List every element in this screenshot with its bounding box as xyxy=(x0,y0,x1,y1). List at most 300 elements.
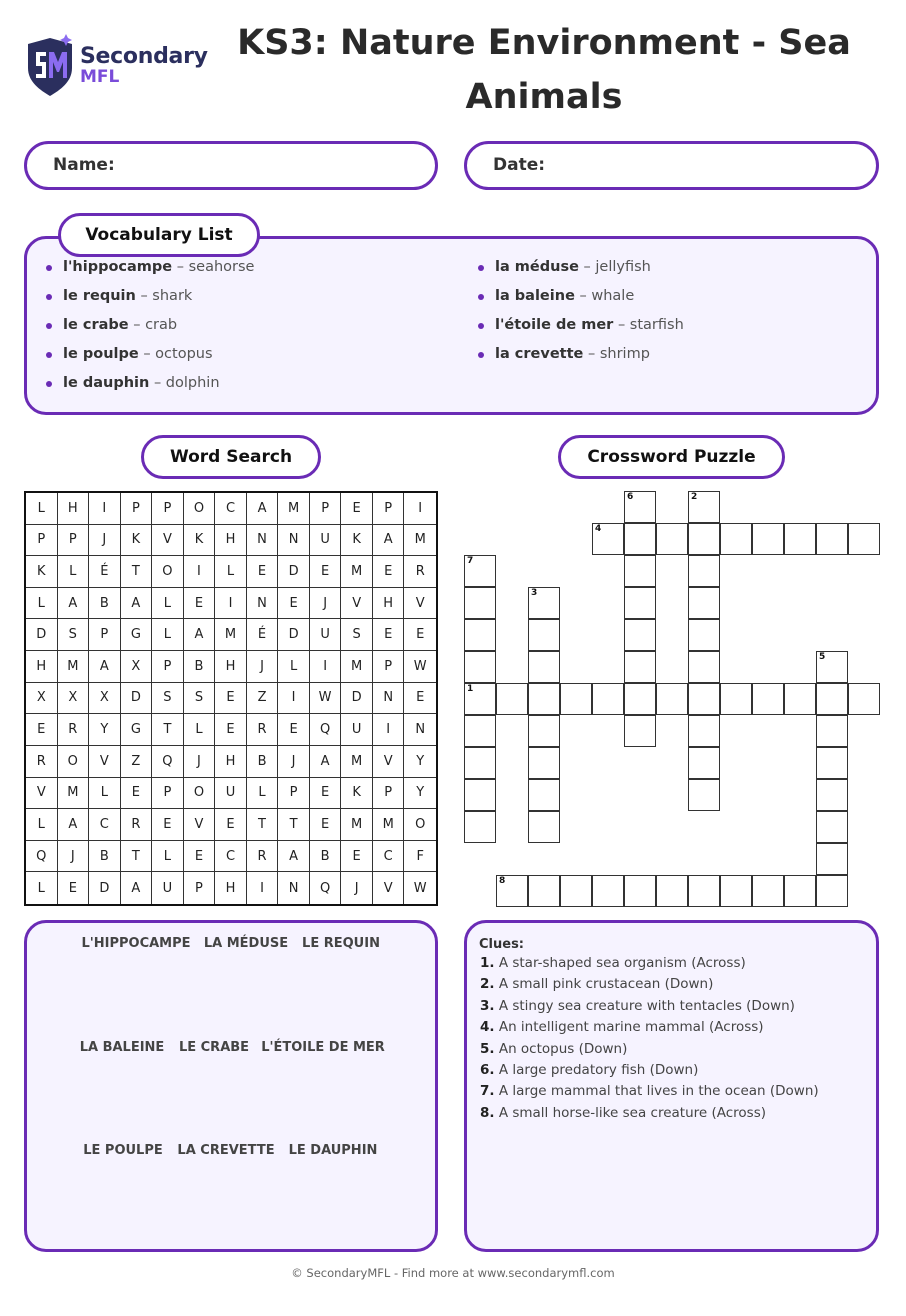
word-search-cell[interactable]: U xyxy=(215,778,247,810)
word-search-cell[interactable]: R xyxy=(58,714,90,746)
word-search-cell[interactable]: V xyxy=(373,746,405,778)
word-search-cell[interactable]: J xyxy=(184,746,216,778)
vocabulary-list-left xyxy=(45,253,254,398)
word-search-cell[interactable]: X xyxy=(58,683,90,715)
word-search-cell[interactable]: E xyxy=(278,714,310,746)
word-search-cell[interactable]: É xyxy=(247,619,279,651)
crossword-cell[interactable] xyxy=(528,587,560,619)
word-search-cell[interactable]: V xyxy=(26,778,58,810)
word-list-item: L'HIPPOCAMPE xyxy=(81,936,191,951)
word-list-item: LE REQUIN xyxy=(302,936,380,951)
clue-item xyxy=(480,953,819,974)
word-search-cell[interactable]: V xyxy=(373,872,405,904)
word-search-cell[interactable]: I xyxy=(404,493,436,525)
vocab-item xyxy=(45,282,254,311)
word-search-cell[interactable]: E xyxy=(373,619,405,651)
crossword-cell[interactable] xyxy=(464,555,496,587)
crossword-cell[interactable] xyxy=(624,523,656,555)
crossword-cell[interactable] xyxy=(816,811,848,843)
vocab-french: l'étoile de mer xyxy=(495,317,614,333)
crossword-cell[interactable] xyxy=(656,523,688,555)
word-search-cell[interactable]: O xyxy=(184,493,216,525)
word-search-cell[interactable]: E xyxy=(310,809,342,841)
word-search-cell[interactable]: M xyxy=(341,746,373,778)
word-search-cell[interactable]: P xyxy=(278,778,310,810)
crossword-cell[interactable] xyxy=(688,779,720,811)
crossword-cell[interactable] xyxy=(528,715,560,747)
word-search-cell[interactable]: T xyxy=(121,556,153,588)
word-search-cell[interactable]: B xyxy=(184,651,216,683)
crossword-cell[interactable] xyxy=(464,747,496,779)
crossword-cell[interactable] xyxy=(688,587,720,619)
crossword-cell[interactable] xyxy=(528,619,560,651)
crossword-grid xyxy=(464,491,880,907)
word-search-cell[interactable]: L xyxy=(184,714,216,746)
crossword-cell[interactable] xyxy=(592,875,624,907)
word-search-cell[interactable]: L xyxy=(26,493,58,525)
word-search-cell[interactable]: B xyxy=(89,588,121,620)
word-search-cell[interactable]: K xyxy=(121,525,153,557)
word-search-cell[interactable]: M xyxy=(58,778,90,810)
word-search-cell[interactable]: J xyxy=(58,841,90,873)
word-search-cell[interactable]: D xyxy=(89,872,121,904)
crossword-cell[interactable] xyxy=(752,523,784,555)
word-search-cell[interactable]: P xyxy=(373,778,405,810)
vocab-english: – starfish xyxy=(617,317,684,333)
clue-item xyxy=(480,1039,819,1060)
word-search-cell[interactable]: E xyxy=(247,556,279,588)
clue-number: 2. xyxy=(480,976,495,993)
word-search-cell[interactable]: L xyxy=(215,556,247,588)
word-search-cell[interactable]: M xyxy=(341,809,373,841)
word-search-cell[interactable]: A xyxy=(373,525,405,557)
word-search-cell[interactable]: D xyxy=(278,619,310,651)
word-search-cell[interactable]: H xyxy=(215,651,247,683)
vocab-item xyxy=(45,253,254,282)
word-search-cell[interactable]: N xyxy=(247,588,279,620)
word-search-cell[interactable]: I xyxy=(89,493,121,525)
word-search-cell[interactable]: I xyxy=(373,714,405,746)
vocab-french: le requin xyxy=(63,288,136,304)
crossword-cell[interactable] xyxy=(816,683,848,715)
crossword-cell[interactable] xyxy=(624,683,656,715)
word-search-cell[interactable]: V xyxy=(152,525,184,557)
word-search-cell[interactable]: W xyxy=(310,683,342,715)
word-search-cell[interactable]: E xyxy=(341,841,373,873)
word-search-cell[interactable]: D xyxy=(121,683,153,715)
crossword-cell[interactable] xyxy=(688,491,720,523)
word-search-cell[interactable]: V xyxy=(341,588,373,620)
word-search-cell[interactable]: S xyxy=(152,683,184,715)
word-search-cell[interactable]: L xyxy=(152,841,184,873)
word-search-cell[interactable]: K xyxy=(26,556,58,588)
word-search-cell[interactable]: L xyxy=(152,588,184,620)
word-search-cell[interactable]: E xyxy=(184,841,216,873)
word-search-cell[interactable]: A xyxy=(89,651,121,683)
crossword-clue-number: 5 xyxy=(819,652,826,662)
word-search-cell[interactable]: N xyxy=(404,714,436,746)
word-search-cell[interactable]: E xyxy=(404,619,436,651)
vocab-french: le crabe xyxy=(63,317,129,333)
word-search-cell[interactable]: R xyxy=(247,841,279,873)
crossword-cell[interactable] xyxy=(688,651,720,683)
crossword-cell[interactable] xyxy=(464,587,496,619)
clue-text: A star-shaped sea organism (Across) xyxy=(498,955,746,971)
vocab-french: la méduse xyxy=(495,259,579,275)
crossword-title: Crossword Puzzle xyxy=(558,435,785,479)
crossword-cell[interactable] xyxy=(720,523,752,555)
word-search-cell[interactable]: L xyxy=(58,556,90,588)
word-search-cell[interactable]: L xyxy=(89,778,121,810)
word-search-cell[interactable]: V xyxy=(184,809,216,841)
vocab-english: – whale xyxy=(579,288,635,304)
clue-text: A large predatory fish (Down) xyxy=(498,1062,699,1079)
crossword-cell[interactable] xyxy=(464,683,496,715)
word-search-cell[interactable]: E xyxy=(184,588,216,620)
word-search-cell[interactable]: V xyxy=(404,588,436,620)
word-search-cell[interactable]: A xyxy=(278,841,310,873)
word-search-cell[interactable]: X xyxy=(89,683,121,715)
word-search-cell[interactable]: Q xyxy=(152,746,184,778)
crossword-cell[interactable] xyxy=(816,779,848,811)
vocab-english: – shrimp xyxy=(587,346,650,362)
word-search-cell[interactable]: U xyxy=(310,619,342,651)
name-field[interactable] xyxy=(24,141,438,190)
crossword-cell[interactable] xyxy=(816,843,848,875)
word-search-cell[interactable]: D xyxy=(26,619,58,651)
word-search-cell[interactable]: Y xyxy=(89,714,121,746)
word-search-cell[interactable]: M xyxy=(215,619,247,651)
crossword-cell[interactable] xyxy=(560,683,592,715)
word-search-cell[interactable]: T xyxy=(152,714,184,746)
crossword-clue-number: 6 xyxy=(627,492,634,502)
word-search-cell[interactable]: K xyxy=(341,525,373,557)
crossword-clue-number: 7 xyxy=(467,556,474,566)
logo-text-mfl: MFL xyxy=(80,67,120,87)
crossword-cell[interactable] xyxy=(688,875,720,907)
word-search-cell[interactable]: W xyxy=(404,651,436,683)
word-search-cell[interactable]: L xyxy=(26,809,58,841)
word-search-cell[interactable]: N xyxy=(247,525,279,557)
word-search-cell[interactable]: E xyxy=(26,714,58,746)
word-list-item: LA BALEINE xyxy=(79,1040,165,1055)
crossword-cell[interactable] xyxy=(528,875,560,907)
word-search-cell[interactable]: E xyxy=(310,556,342,588)
crossword-cell[interactable] xyxy=(784,683,816,715)
word-search-cell[interactable]: E xyxy=(215,714,247,746)
word-search-cell[interactable]: J xyxy=(310,588,342,620)
word-search-cell[interactable]: R xyxy=(26,746,58,778)
crossword-clue-number: 3 xyxy=(531,588,538,598)
vocab-english: – seahorse xyxy=(176,259,255,275)
word-search-cell[interactable]: Y xyxy=(404,778,436,810)
vocab-english: – dolphin xyxy=(153,375,220,391)
word-search-cell[interactable]: O xyxy=(184,778,216,810)
word-search-cell[interactable]: É xyxy=(89,556,121,588)
word-search-cell[interactable]: O xyxy=(404,809,436,841)
word-search-cell[interactable]: T xyxy=(278,809,310,841)
word-search-cell[interactable]: M xyxy=(58,651,90,683)
word-search-cell[interactable]: E xyxy=(215,809,247,841)
word-search-cell[interactable]: Q xyxy=(310,872,342,904)
crossword-cell[interactable] xyxy=(688,619,720,651)
word-search-cell[interactable]: M xyxy=(404,525,436,557)
word-search-cell[interactable]: S xyxy=(58,619,90,651)
vocab-item xyxy=(477,253,684,282)
word-search-cell[interactable]: R xyxy=(247,714,279,746)
vocab-english: – shark xyxy=(140,288,193,304)
word-search-cell[interactable]: P xyxy=(152,651,184,683)
word-search-cell[interactable]: E xyxy=(215,683,247,715)
word-search-cell[interactable]: U xyxy=(310,525,342,557)
word-search-cell[interactable]: L xyxy=(278,651,310,683)
word-search-cell[interactable]: M xyxy=(373,809,405,841)
word-search-cell[interactable]: O xyxy=(58,746,90,778)
word-search-cell[interactable]: E xyxy=(404,683,436,715)
word-search-cell[interactable]: J xyxy=(247,651,279,683)
crossword-cell[interactable] xyxy=(624,587,656,619)
vocab-french: la baleine xyxy=(495,288,575,304)
crossword-cell[interactable] xyxy=(496,875,528,907)
word-list-item: LE DAUPHIN xyxy=(288,1143,378,1158)
crossword-cell[interactable] xyxy=(624,651,656,683)
word-search-cell[interactable]: C xyxy=(215,841,247,873)
word-search-cell[interactable]: Y xyxy=(404,746,436,778)
vocab-item xyxy=(45,369,254,398)
crossword-cell[interactable] xyxy=(464,715,496,747)
crossword-cell[interactable] xyxy=(560,875,592,907)
word-search-cell[interactable]: E xyxy=(58,872,90,904)
word-search-cell[interactable]: L xyxy=(26,872,58,904)
word-search-cell[interactable]: A xyxy=(58,588,90,620)
crossword-cell[interactable] xyxy=(784,523,816,555)
crossword-cell[interactable] xyxy=(528,651,560,683)
crossword-cell[interactable] xyxy=(592,523,624,555)
crossword-cell[interactable] xyxy=(848,683,880,715)
crossword-cell[interactable] xyxy=(816,875,848,907)
word-search-cell[interactable]: P xyxy=(184,872,216,904)
word-search-cell[interactable]: H xyxy=(215,525,247,557)
word-search-cell[interactable]: J xyxy=(89,525,121,557)
word-search-cell[interactable]: N xyxy=(278,872,310,904)
crossword-cell[interactable] xyxy=(752,875,784,907)
word-search-cell[interactable]: J xyxy=(278,746,310,778)
shield-logo-icon xyxy=(24,34,80,98)
word-search-grid xyxy=(24,491,438,906)
crossword-cell[interactable] xyxy=(720,875,752,907)
word-search-cell[interactable]: Q xyxy=(26,841,58,873)
word-search-cell[interactable]: U xyxy=(152,872,184,904)
word-search-cell[interactable]: C xyxy=(373,841,405,873)
clue-item xyxy=(480,1081,819,1102)
logo xyxy=(24,34,224,98)
crossword-cell[interactable] xyxy=(464,651,496,683)
word-search-cell[interactable]: E xyxy=(278,588,310,620)
word-search-cell[interactable]: U xyxy=(341,714,373,746)
word-search-cell[interactable]: G xyxy=(121,619,153,651)
word-search-cell[interactable]: L xyxy=(26,588,58,620)
vocab-french: le poulpe xyxy=(63,346,139,362)
word-search-cell[interactable]: I xyxy=(215,588,247,620)
crossword-cell[interactable] xyxy=(688,747,720,779)
word-search-cell[interactable]: A xyxy=(310,746,342,778)
word-search-cell[interactable]: N xyxy=(373,683,405,715)
word-search-cell[interactable]: D xyxy=(341,683,373,715)
word-list-item: L'ÉTOILE DE MER xyxy=(261,1040,385,1055)
word-search-cell[interactable]: Z xyxy=(121,746,153,778)
page-title: KS3: Nature Environment - Sea Animals xyxy=(237,23,851,117)
word-search-cell[interactable]: A xyxy=(58,809,90,841)
clue-number: 8. xyxy=(480,1104,495,1121)
clue-number: 7. xyxy=(480,1083,495,1100)
word-search-cell[interactable]: P xyxy=(152,778,184,810)
clue-number: 5. xyxy=(480,1040,495,1057)
word-search-cell[interactable]: Z xyxy=(247,683,279,715)
crossword-cell[interactable] xyxy=(624,619,656,651)
word-search-cell[interactable]: S xyxy=(184,683,216,715)
word-search-cell[interactable]: T xyxy=(247,809,279,841)
crossword-cell[interactable] xyxy=(816,523,848,555)
word-list-item: LA CREVETTE xyxy=(177,1143,275,1158)
word-search-cell[interactable]: A xyxy=(121,872,153,904)
crossword-cell[interactable] xyxy=(816,651,848,683)
word-search-cell[interactable]: H xyxy=(26,651,58,683)
crossword-cell[interactable] xyxy=(592,683,624,715)
crossword-cell[interactable] xyxy=(816,747,848,779)
word-search-cell[interactable]: F xyxy=(404,841,436,873)
word-search-cell[interactable]: W xyxy=(413,880,427,896)
word-search-cell[interactable]: S xyxy=(341,619,373,651)
vocab-item xyxy=(45,340,254,369)
word-search-cell[interactable]: P xyxy=(373,493,405,525)
crossword-cell[interactable] xyxy=(848,523,880,555)
crossword-cell[interactable] xyxy=(624,715,656,747)
crossword-cell[interactable] xyxy=(656,683,688,715)
crossword-cell[interactable] xyxy=(720,683,752,715)
vocabulary-title: Vocabulary List xyxy=(58,213,260,257)
word-search-cell[interactable]: X xyxy=(26,683,58,715)
word-search-cell[interactable]: T xyxy=(121,841,153,873)
crossword-cell[interactable] xyxy=(624,491,656,523)
word-search-cell[interactable]: K xyxy=(184,525,216,557)
word-search-cell[interactable]: P xyxy=(26,525,58,557)
word-search-cell[interactable]: G xyxy=(121,714,153,746)
word-search-cell[interactable]: P xyxy=(152,493,184,525)
name-label: Name: xyxy=(53,155,115,175)
clue-text: A large mammal that lives in the ocean (Down) xyxy=(498,1083,819,1100)
word-search-cell[interactable]: I xyxy=(278,683,310,715)
crossword-cell[interactable] xyxy=(496,683,528,715)
word-search-cell[interactable]: M xyxy=(278,493,310,525)
crossword-clue-number: 1 xyxy=(467,684,474,694)
vocab-item xyxy=(477,340,684,369)
word-search-cell[interactable]: A xyxy=(121,588,153,620)
crossword-cell[interactable] xyxy=(784,875,816,907)
crossword-cell[interactable] xyxy=(624,875,656,907)
word-search-cell[interactable]: D xyxy=(278,556,310,588)
word-search-cell[interactable]: J xyxy=(341,872,373,904)
word-search-cell[interactable]: P xyxy=(58,525,90,557)
word-search-cell[interactable]: B xyxy=(310,841,342,873)
word-search-cell[interactable]: I xyxy=(310,651,342,683)
crossword-cell[interactable] xyxy=(816,715,848,747)
crossword-cell[interactable] xyxy=(688,715,720,747)
clue-number: 4. xyxy=(480,1019,495,1036)
word-list-item: LA MÉDUSE xyxy=(203,936,289,951)
word-search-cell[interactable]: M xyxy=(341,556,373,588)
crossword-cell[interactable] xyxy=(464,779,496,811)
clue-number: 3. xyxy=(480,997,495,1014)
footer: © SecondaryMFL - Find more at www.secondarymfl.com xyxy=(291,1266,615,1280)
word-search-cell[interactable]: L xyxy=(247,778,279,810)
crossword-cell[interactable] xyxy=(624,555,656,587)
word-list-item: LE POULPE xyxy=(83,1143,163,1158)
crossword-cell[interactable] xyxy=(656,875,688,907)
word-search-cell[interactable]: A xyxy=(247,493,279,525)
word-search-cell[interactable]: K xyxy=(341,778,373,810)
word-search-cell[interactable]: B xyxy=(247,746,279,778)
crossword-cell[interactable] xyxy=(528,747,560,779)
word-search-cell[interactable]: E xyxy=(341,493,373,525)
vocab-english: – jellyfish xyxy=(583,259,651,275)
crossword-cell[interactable] xyxy=(688,555,720,587)
word-search-cell[interactable]: C xyxy=(89,809,121,841)
word-search-cell[interactable]: Q xyxy=(310,714,342,746)
word-search-cell[interactable]: V xyxy=(89,746,121,778)
crossword-cell[interactable] xyxy=(464,619,496,651)
word-search-cell[interactable]: P xyxy=(89,619,121,651)
word-search-cell[interactable]: I xyxy=(247,872,279,904)
word-search-cell[interactable]: H xyxy=(373,588,405,620)
word-search-title: Word Search xyxy=(141,435,321,479)
word-search-cell[interactable]: E xyxy=(310,778,342,810)
word-search-cell[interactable]: P xyxy=(310,493,342,525)
word-search-cell[interactable]: X xyxy=(121,651,153,683)
word-search-cell[interactable]: B xyxy=(89,841,121,873)
date-field[interactable] xyxy=(464,141,879,190)
word-search-cell[interactable]: M xyxy=(341,651,373,683)
word-search-cell[interactable]: E xyxy=(152,809,184,841)
word-search-cell[interactable]: H xyxy=(215,872,247,904)
word-search-cell[interactable]: R xyxy=(121,809,153,841)
crossword-cell[interactable] xyxy=(752,683,784,715)
word-search-cell[interactable]: C xyxy=(215,493,247,525)
crossword-cell[interactable] xyxy=(464,811,496,843)
crossword-clue-number: 2 xyxy=(691,492,698,502)
word-search-cell[interactable]: O xyxy=(152,556,184,588)
word-search-cell[interactable]: H xyxy=(215,746,247,778)
crossword-cell[interactable] xyxy=(688,523,720,555)
vocab-english: – octopus xyxy=(143,346,213,362)
word-search-cell[interactable]: E xyxy=(121,778,153,810)
word-search-cell[interactable]: N xyxy=(278,525,310,557)
word-search-cell[interactable]: P xyxy=(121,493,153,525)
crossword-cell[interactable] xyxy=(528,683,560,715)
crossword-cell[interactable] xyxy=(688,683,720,715)
word-search-cell[interactable]: A xyxy=(184,619,216,651)
word-search-cell[interactable]: I xyxy=(184,556,216,588)
word-search-cell[interactable]: L xyxy=(152,619,184,651)
word-search-cell[interactable]: H xyxy=(58,493,90,525)
crossword-cell[interactable] xyxy=(528,779,560,811)
word-search-cell[interactable]: P xyxy=(373,651,405,683)
word-search-cell[interactable]: E xyxy=(373,556,405,588)
clue-text: An intelligent marine mammal (Across) xyxy=(498,1019,764,1036)
vocab-item xyxy=(477,311,684,340)
word-search-cell[interactable]: R xyxy=(404,556,436,588)
crossword-cell[interactable] xyxy=(528,811,560,843)
clue-text: A stingy sea creature with tentacles (Down) xyxy=(498,997,795,1014)
